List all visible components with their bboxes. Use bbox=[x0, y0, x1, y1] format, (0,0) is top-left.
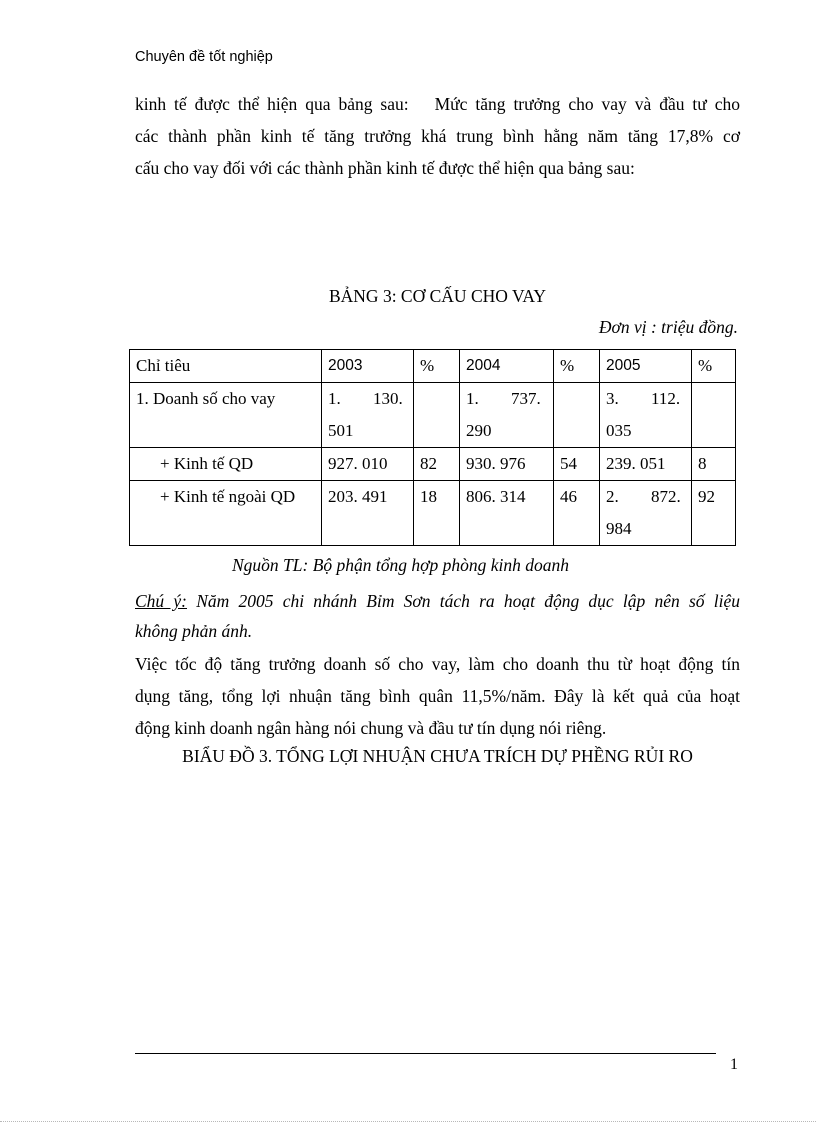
table-source: Nguồn TL: Bộ phận tổng hợp phòng kinh doanh bbox=[232, 555, 569, 575]
page-bottom-edge bbox=[0, 1121, 816, 1122]
loan-structure-table bbox=[129, 349, 736, 546]
table-header-row bbox=[130, 350, 736, 383]
percent-2004: 46 bbox=[554, 481, 600, 546]
page-header: Chuyên đề tốt nghiệp bbox=[135, 49, 273, 65]
header-2005: 2005 bbox=[600, 350, 692, 383]
intro-line-1: kinh tế được thể hiện qua bảng sau: Mức tăng trưởng cho vay và đầu tư cho bbox=[135, 94, 740, 114]
value-2005: 2. 872. 984 bbox=[600, 481, 692, 546]
intro-paragraph bbox=[135, 88, 740, 184]
analysis-line-3: động kinh doanh ngân hàng nói chung và đầu tư tín dụng nói riêng. bbox=[135, 718, 607, 738]
header-indicator: Chỉ tiêu bbox=[130, 350, 322, 383]
note-label: Chú ý: bbox=[135, 591, 187, 611]
intro-line-3: cấu cho vay đối với các thành phần kinh tế được thể hiện qua bảng sau: bbox=[135, 158, 635, 178]
percent-2005 bbox=[692, 383, 736, 448]
analysis-paragraph bbox=[135, 648, 740, 744]
percent-2003 bbox=[414, 383, 460, 448]
table-row bbox=[130, 448, 736, 481]
chart-title: BIẨU ĐỒ 3. TỔNG LỢI NHUẬN CHƯA TRÍCH DỰ PHỀNG RỦI RO bbox=[182, 746, 693, 766]
percent-2005: 92 bbox=[692, 481, 736, 546]
percent-2004: 54 bbox=[554, 448, 600, 481]
analysis-line-2: dụng tăng, tổng lợi nhuận tăng bình quân 11,5%/năm. Đây là kết quả của hoạt bbox=[135, 686, 740, 706]
value-2004: 806. 314 bbox=[460, 481, 554, 546]
table-title: BẢNG 3: CƠ CẤU CHO VAY bbox=[328, 286, 546, 306]
table-unit: Đơn vị : triệu đồng. bbox=[598, 317, 738, 337]
header-2003: 2003 bbox=[322, 350, 414, 383]
table-row bbox=[130, 481, 736, 546]
table-row bbox=[130, 383, 736, 448]
percent-2004 bbox=[554, 383, 600, 448]
value-2005: 3. 112. 035 bbox=[600, 383, 692, 448]
percent-2003: 18 bbox=[414, 481, 460, 546]
row-label: 1. Doanh số cho vay bbox=[130, 383, 322, 448]
header-percent-2005: % bbox=[692, 350, 736, 383]
percent-2005: 8 bbox=[692, 448, 736, 481]
analysis-line-1: Việc tốc độ tăng trưởng doanh số cho vay, làm cho doanh thu từ hoạt động tín bbox=[135, 654, 740, 674]
header-percent-2004: % bbox=[554, 350, 600, 383]
intro-line-2: các thành phần kinh tế tăng trưởng khá trung bình hằng năm tăng 17,8% cơ bbox=[135, 126, 740, 146]
row-label: + Kinh tế QD bbox=[130, 448, 322, 481]
value-2004: 930. 976 bbox=[460, 448, 554, 481]
header-2004: 2004 bbox=[460, 350, 554, 383]
percent-2003: 82 bbox=[414, 448, 460, 481]
page-number: 1 bbox=[730, 1056, 738, 1073]
table-note bbox=[135, 586, 740, 646]
value-2003: 927. 010 bbox=[322, 448, 414, 481]
value-2003: 203. 491 bbox=[322, 481, 414, 546]
value-2005: 239. 051 bbox=[600, 448, 692, 481]
header-percent-2003: % bbox=[414, 350, 460, 383]
value-2004: 1. 737. 290 bbox=[460, 383, 554, 448]
note-line-2: không phản ánh. bbox=[135, 621, 253, 641]
note-line-1: Chú ý: Năm 2005 chi nhánh Bỉm Sơn tách ra hoạt động dục lập nên số liệu bbox=[135, 591, 740, 611]
value-2003: 1. 130. 501 bbox=[322, 383, 414, 448]
footer-divider bbox=[135, 1053, 716, 1054]
row-label: + Kinh tế ngoài QD bbox=[130, 481, 322, 546]
